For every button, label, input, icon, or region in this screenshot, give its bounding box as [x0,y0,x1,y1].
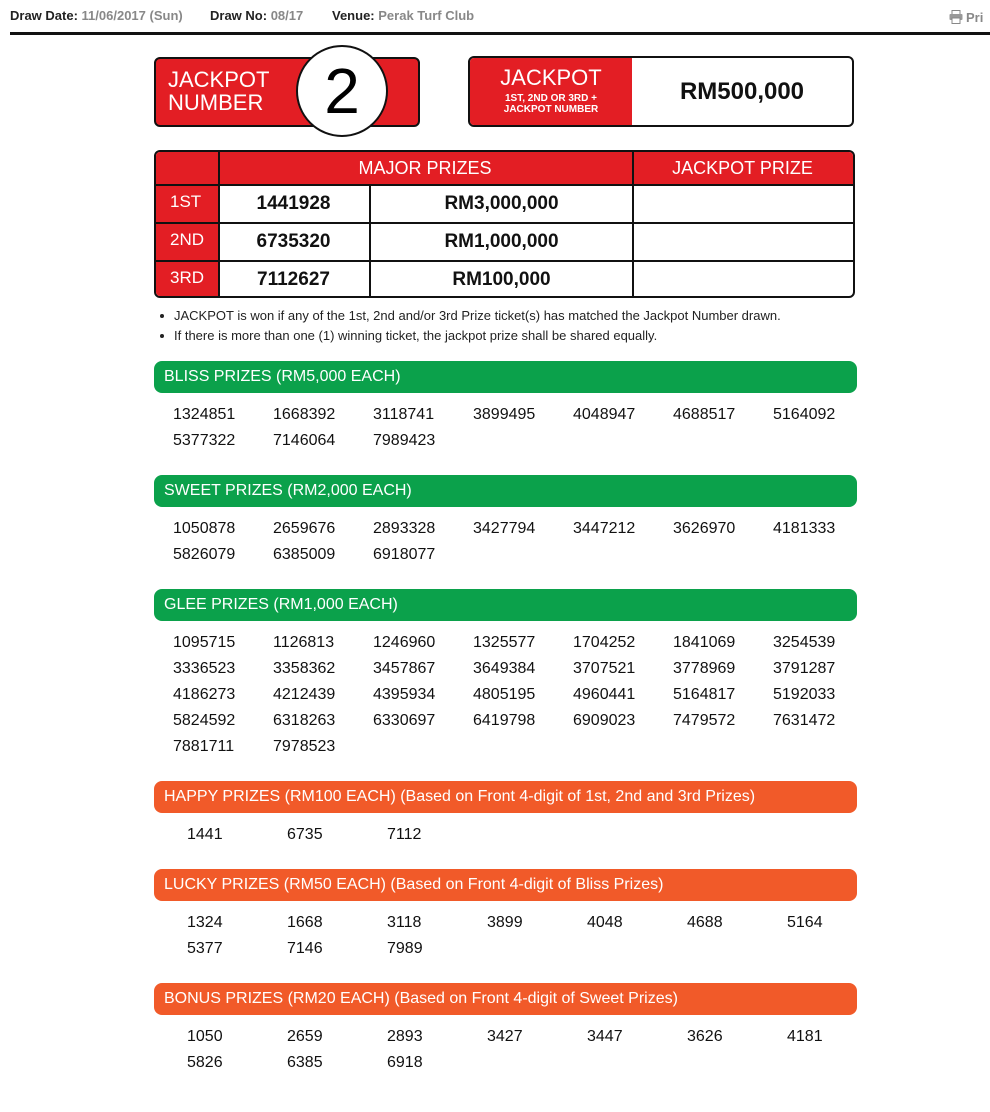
jackpot-number-label-line2: NUMBER [168,90,264,115]
draw-number [210,8,303,23]
table-row [156,262,853,298]
prize-number-item: 1704252 [573,634,636,651]
draw-date-value: 11/06/2017 (Sun) [81,8,183,23]
note-item [158,306,858,326]
printer-icon [949,10,963,24]
prize-number-item: 7479572 [673,712,736,729]
prize-number-item: 2659676 [273,520,336,537]
prize-number-item: 5824592 [173,712,236,729]
prize-rank: 2ND [156,224,218,260]
prize-number-item: 3778969 [673,660,736,677]
draw-number-label: Draw No: [210,8,268,23]
prize-number-item: 6385009 [273,546,336,563]
prize-number-item: 3899 [487,914,523,931]
jackpot-title: JACKPOT [500,65,602,90]
prize-number-item: 7881711 [173,738,235,755]
prize-number-item: 7146 [287,940,323,957]
prize-number-item: 5164 [787,914,823,931]
glee-prizes-list [173,630,873,760]
lucky-prizes-list [187,910,887,962]
prize-number-item: 5164817 [673,686,736,703]
prize-number-item: 4688517 [673,406,736,423]
prize-number-item: 5826 [187,1054,223,1071]
header-divider [10,32,990,35]
prize-number-item: 7631472 [773,712,836,729]
table-row [156,186,853,222]
prize-number-item: 6330697 [373,712,436,729]
venue-label: Venue: [332,8,375,23]
prize-number-item: 1050 [187,1028,223,1045]
note-item [158,326,858,346]
prize-number-item: 7989423 [373,432,436,449]
table-row [156,224,853,260]
print-label: Pri [966,10,984,25]
note-text: If there is more than one (1) winning ticket, the jackpot prize shall be shared equally. [174,328,658,343]
prize-number-item: 3336523 [173,660,236,677]
print-button[interactable] [949,10,983,25]
jackpot-number-label-line1: JACKPOT [168,67,270,92]
prize-number-item: 4181 [787,1028,823,1045]
prize-number-item: 1050878 [173,520,236,537]
glee-prizes-heading: GLEE PRIZES (RM1,000 EACH) [154,589,857,621]
prize-number: 6735320 [256,231,331,252]
major-prizes-header: MAJOR PRIZES [358,158,492,178]
jackpot-prize-header: JACKPOT PRIZE [672,158,813,178]
bullet-icon [160,314,164,318]
prize-number-item: 3707521 [573,660,636,677]
prize-number: 1441928 [256,193,331,214]
draw-date-label: Draw Date: [10,8,78,23]
jackpot-notes [158,306,858,346]
prize-amount: RM3,000,000 [444,193,559,214]
prize-number-item: 7146064 [273,432,336,449]
prize-number: 7112627 [257,269,330,290]
prize-number-item: 4688 [687,914,723,931]
jackpot-amount: RM500,000 [679,78,805,105]
prize-number-item: 1126813 [273,634,335,651]
prize-number-item: 1324 [187,914,223,931]
prize-number-item: 5377 [187,940,223,957]
prize-number-item: 5377322 [173,432,236,449]
prize-number-item: 3118 [387,914,422,931]
column-divider [632,152,634,296]
prize-number-item: 1246960 [373,634,436,651]
prize-rank: 1ST [156,186,218,222]
jackpot-number-ball: 2 [296,45,388,137]
prize-number-item: 4048947 [573,406,636,423]
prize-number-item: 4048 [587,914,623,931]
jackpot-amount-label [470,58,632,125]
bonus-prizes-list [187,1024,887,1076]
prize-number-item: 4960441 [573,686,636,703]
prize-number-item: 1095715 [173,634,236,651]
lucky-prizes-heading: LUCKY PRIZES (RM50 EACH) (Based on Front 4-digit of Bliss Prizes) [154,869,857,901]
prize-number-item: 6909023 [573,712,636,729]
prize-number-item: 4805195 [473,686,536,703]
sweet-prizes-heading: SWEET PRIZES (RM2,000 EACH) [154,475,857,507]
jackpot-number-box [154,57,420,127]
jackpot-subtitle-line2: JACKPOT NUMBER [503,104,599,115]
happy-prizes-heading: HAPPY PRIZES (RM100 EACH) (Based on Front 4-digit of 1st, 2nd and 3rd Prizes) [154,781,857,813]
jackpot-amount-box [468,56,854,127]
prize-amount: RM100,000 [452,269,551,290]
prize-number-item: 3626 [687,1028,723,1045]
prize-number-item: 3447212 [573,520,636,537]
prize-number-item: 6918077 [373,546,436,563]
prize-number-item: 7989 [387,940,423,957]
prize-number-item: 3457867 [373,660,436,677]
prize-number-item: 3447 [587,1028,623,1045]
sweet-prizes-list [173,516,873,568]
prize-number-item: 4186273 [173,686,236,703]
bliss-prizes-list [173,402,873,454]
prize-number-item: 3118741 [373,406,435,423]
prize-number-item: 2659 [287,1028,323,1045]
jackpot-number-label [168,68,269,114]
prize-number-item: 6419798 [473,712,536,729]
prize-number-item: 3427 [487,1028,523,1045]
prize-number-item: 3899495 [473,406,536,423]
draw-date [10,8,183,23]
jackpot-subtitle-line1: 1ST, 2ND OR 3RD + [505,93,597,104]
prize-number-item: 1668392 [273,406,336,423]
draw-info-bar [10,8,990,28]
prize-number-item: 4181333 [773,520,836,537]
venue-value: Perak Turf Club [378,8,475,23]
prize-number-item: 3427794 [473,520,536,537]
prize-number-item: 3791287 [773,660,836,677]
column-divider [218,152,220,296]
prize-number-item: 3649384 [473,660,536,677]
prize-number-item: 5164092 [773,406,836,423]
prize-number-item: 6735 [287,826,323,843]
prize-rank: 3RD [156,262,218,298]
happy-prizes-list [187,822,887,848]
prize-number-item: 6385 [287,1054,323,1071]
prize-number-item: 3626970 [673,520,736,537]
prize-number-item: 1324851 [173,406,236,423]
draw-number-value: 08/17 [270,8,304,23]
column-divider [369,186,371,296]
bliss-prizes-heading: BLISS PRIZES (RM5,000 EACH) [154,361,857,393]
prize-number-item: 2893 [387,1028,423,1045]
prize-number-item: 1841069 [673,634,736,651]
prize-number-item: 5192033 [773,686,836,703]
prize-number-item: 4212439 [273,686,336,703]
bonus-prizes-heading: BONUS PRIZES (RM20 EACH) (Based on Front 4-digit of Sweet Prizes) [154,983,857,1015]
note-text: JACKPOT is won if any of the 1st, 2nd and/or 3rd Prize ticket(s) has matched the Jackpot Number drawn. [174,308,781,323]
venue [332,8,474,23]
prize-number-item: 7978523 [273,738,336,755]
prize-number-item: 3254539 [773,634,836,651]
major-prizes-table [154,150,855,298]
prize-number-item: 6918 [387,1054,423,1071]
prize-number-item: 7112 [387,826,422,843]
prize-number-item: 1441 [187,826,223,843]
prize-number-item: 1668 [287,914,323,931]
prize-number-item: 4395934 [373,686,436,703]
prize-number-item: 1325577 [473,634,536,651]
bullet-icon [160,334,164,338]
prize-number-item: 3358362 [273,660,336,677]
table-header-row [156,152,853,186]
prize-number-item: 5826079 [173,546,236,563]
prize-number-item: 6318263 [273,712,336,729]
prize-amount: RM1,000,000 [444,231,559,252]
prize-number-item: 2893328 [373,520,436,537]
